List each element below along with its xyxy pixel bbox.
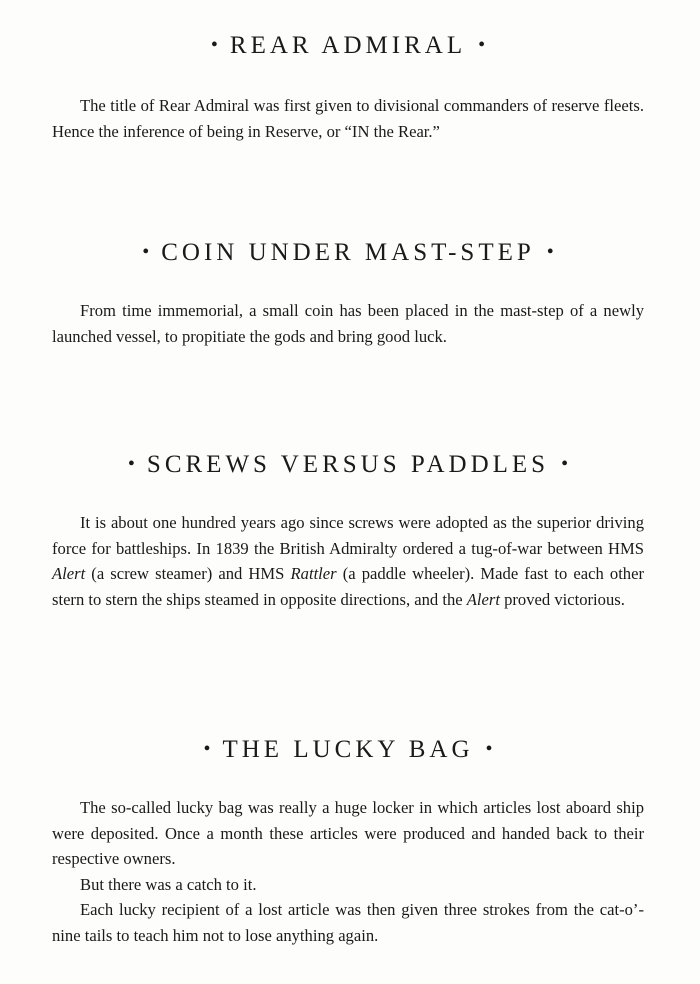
section-screws-versus-paddles [52,449,644,612]
ship-name: Alert [466,589,500,609]
bullet-icon: • [203,738,211,760]
section-heading [52,449,644,480]
bullet-icon: • [142,241,150,263]
paragraph [52,510,644,612]
section-the-lucky-bag [52,734,644,948]
heading-text: REAR ADMIRAL [229,32,467,59]
section-heading [52,734,644,765]
paragraph-text: It is about one hundred years ago since screws were adopted as the superior driving force for battleships. In 1839 the British Admiralty ordered a tug-of-war between HMS [52,513,644,558]
paragraph: From time immemorial, a small coin has been placed in the mast-step of a newly launched vessel, to propitiate the gods and bring good luck. [52,301,644,346]
bullet-icon: • [561,453,569,475]
paragraph: Each lucky recipient of a lost article was then given three strokes from the cat-o’-nine tails to teach him not to lose anything again. [52,900,644,945]
paragraph: But there was a catch to it. [80,874,257,894]
section-heading [52,30,644,61]
section-rear-admiral [52,30,644,144]
bullet-icon: • [485,738,493,760]
section-heading [52,237,644,268]
paragraph-text: (a screw steamer) and HMS [85,564,291,583]
section-coin-under-mast-step [52,237,644,349]
paragraph: The so-called lucky bag was really a huge locker in which articles lost aboard ship were deposited. Once a month these articles were produced and handed back to their respective owners. [52,798,644,868]
ship-name: Rattler [290,564,337,583]
ship-name: Alert [52,564,86,583]
bullet-icon: • [127,453,135,475]
heading-text: SCREWS VERSUS PADDLES [146,451,550,478]
paragraph: The title of Rear Admiral was first given to divisional commanders of reserve fleets. Hence the inference of being in Reserve, or “IN the Rear.” [52,96,644,141]
bullet-icon: • [546,241,554,263]
paragraph-text: (a paddle wheeler). Made fast to each other stern to stern the ships steamed in opposite directions, and the [52,564,644,609]
paragraph-text: proved victorious. [499,589,625,609]
bullet-icon: • [478,34,486,56]
bullet-icon: • [210,34,218,56]
heading-text: COIN UNDER MAST-STEP [161,239,535,266]
heading-text: THE LUCKY BAG [222,736,474,763]
